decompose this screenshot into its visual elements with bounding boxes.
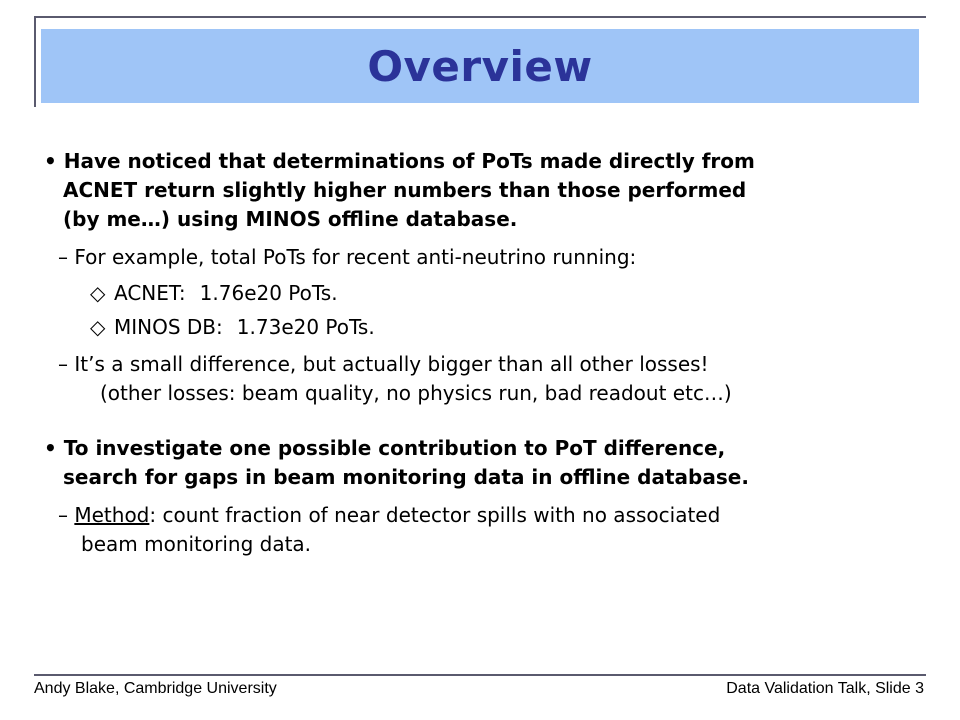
bullet-text-1: Have noticed that determinations of PoTs made directly from: [63, 149, 755, 173]
slide-title: Overview: [367, 41, 593, 91]
footer-line: [34, 674, 926, 676]
method-label: Method: [74, 503, 150, 527]
list-item-minos-db: [90, 313, 375, 342]
frame-left-line: [34, 16, 36, 107]
list-item-acnet: [90, 279, 338, 308]
bullet-line-1: [44, 147, 755, 176]
bullet-line-2: ACNET return slightly higher numbers than those performed: [63, 178, 747, 202]
bullet-line-3: (by me…) using MINOS offline database.: [63, 207, 518, 231]
difference-line-2: (other losses: beam quality, no physics run, bad readout etc…): [100, 381, 732, 405]
footer-slide-info: Data Validation Talk, Slide 3: [726, 680, 924, 697]
method-rest: : count fraction of near detector spills with no associated: [149, 503, 721, 527]
example-intro: – For example, total PoTs for recent anti-neutrino running:: [58, 245, 637, 269]
frame-top-line: [34, 16, 926, 18]
bullet-line-5: search for gaps in beam monitoring data in offline database.: [63, 465, 749, 489]
item-value: 1.73e20 PoTs.: [236, 315, 375, 339]
bullet-dot-icon: •: [44, 149, 64, 173]
method-line-2: beam monitoring data.: [81, 532, 312, 556]
item-value: 1.76e20 PoTs.: [199, 281, 338, 305]
method-prefix: –: [58, 503, 75, 527]
bullet-dot-icon: •: [44, 436, 64, 460]
difference-line-1: – It’s a small difference, but actually bigger than all other losses!: [58, 352, 709, 376]
diamond-icon: ◇: [90, 281, 106, 305]
item-label: ACNET:: [114, 281, 186, 305]
method-line-1: [58, 501, 720, 530]
diamond-icon: ◇: [90, 315, 106, 339]
bullet-text-4: To investigate one possible contribution to PoT difference,: [63, 436, 726, 460]
item-label: MINOS DB:: [114, 315, 223, 339]
footer-author: Andy Blake, Cambridge University: [34, 680, 277, 697]
bullet-line-4: [44, 434, 725, 463]
title-band: [41, 29, 919, 103]
